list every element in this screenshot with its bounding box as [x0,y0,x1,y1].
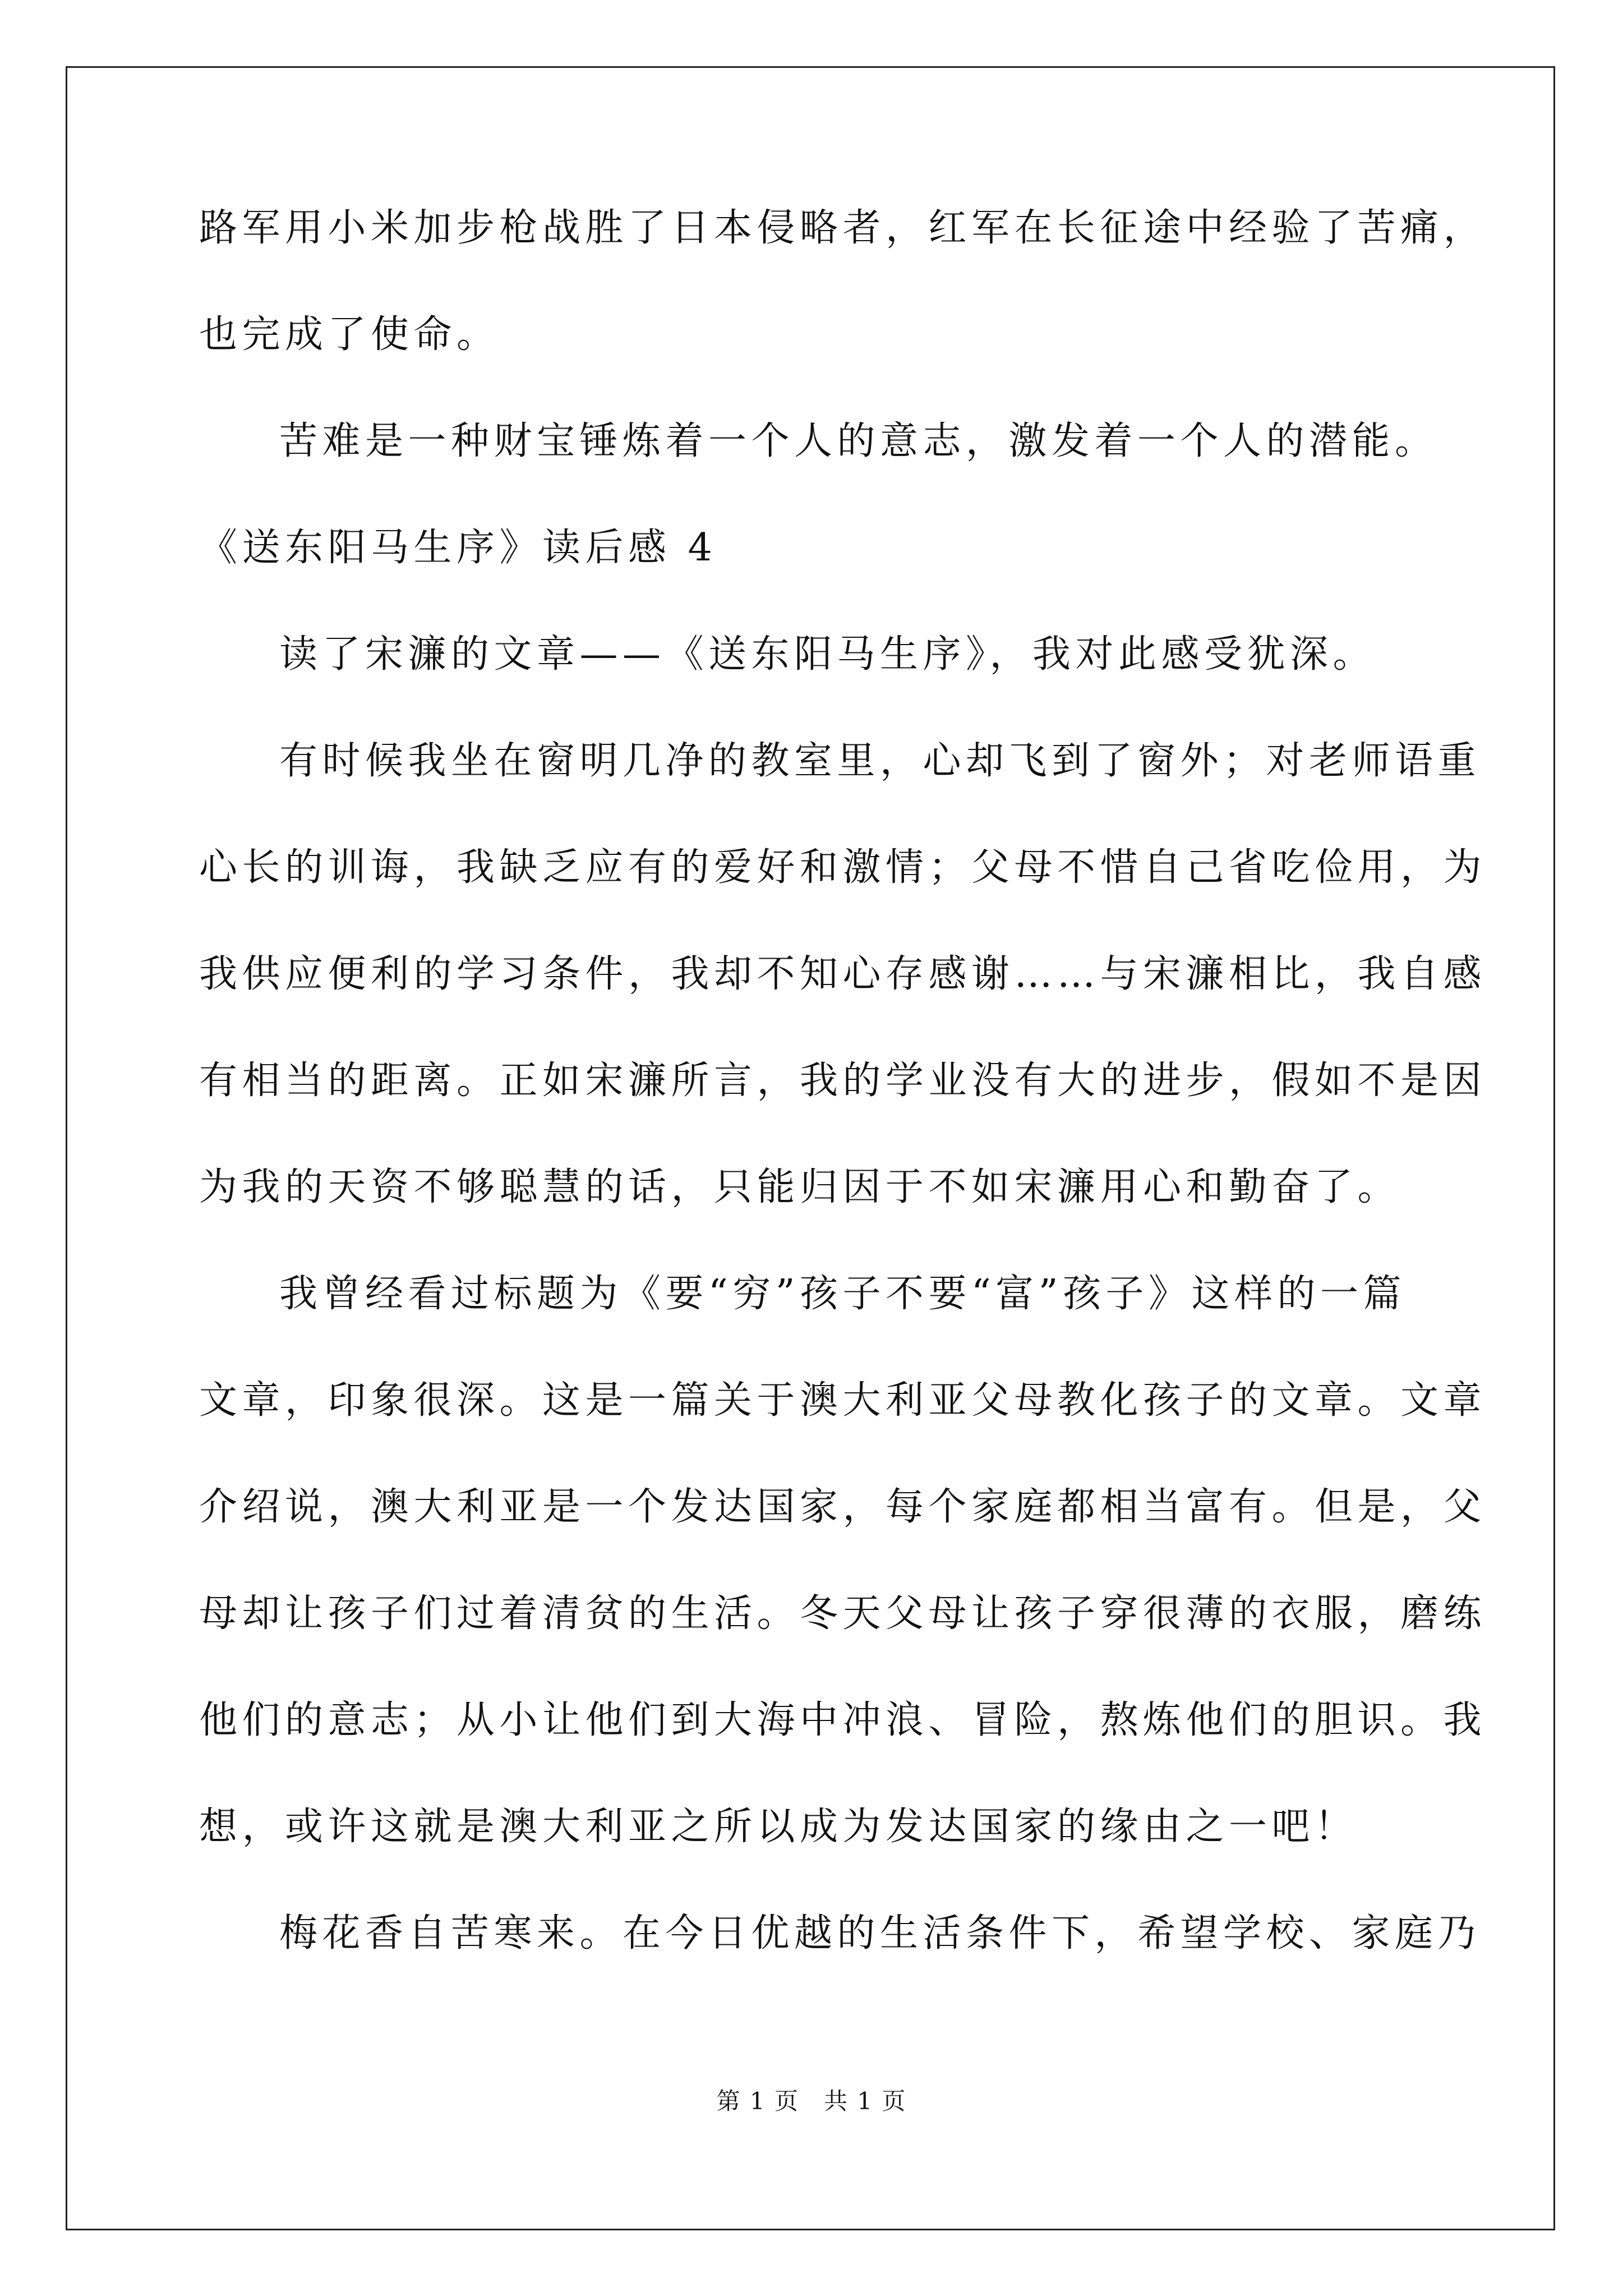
text-line: 想，或许这就是澳大利亚之所以成为发达国家的缘由之一吧！ [199,1805,1358,1849]
text-line: 他们的意志；从小让他们到大海中冲浪、冒险，熬炼他们的胆识。我 [199,1698,1487,1742]
text-line: 有相当的距离。正如宋濂所言，我的学业没有大的进步，假如不是因 [199,1059,1487,1103]
text-line: 心长的训诲，我缺乏应有的爱好和激情；父母不惜自己省吃俭用，为 [199,845,1487,890]
text-line: 路军用小米加步枪战胜了日本侵略者，红军在长征途中经验了苦痛， [199,206,1487,250]
section-heading: 《送东阳马生序》读后感 4 [199,526,717,570]
paragraph-first-line: 梅花香自苦寒来。在今日优越的生活条件下，希望学校、家庭乃 [279,1911,1481,1955]
text-line: 也完成了使命。 [199,312,500,357]
paragraph-first-line: 苦难是一种财宝锤炼着一个人的意志，激发着一个人的潜能。 [279,419,1438,463]
text-line: 我供应便利的学习条件，我却不知心存感谢……与宋濂相比，我自感 [199,952,1487,996]
text-line: 为我的天资不够聪慧的话，只能归因于不如宋濂用心和勤奋了。 [199,1165,1401,1209]
paragraph-first-line: 有时候我坐在窗明几净的教室里，心却飞到了窗外；对老师语重 [279,739,1481,783]
text-line: 母却让孩子们过着清贫的生活。冬天父母让孩子穿很薄的衣服，磨练 [199,1591,1487,1636]
paragraph-first-line: 我曾经看过标题为《要“穷”孩子不要“富”孩子》这样的一篇 [279,1272,1407,1316]
paragraph-first-line: 读了宋濂的文章——《送东阳马生序》，我对此感受犹深。 [279,632,1376,677]
text-line: 文章，印象很深。这是一篇关于澳大利亚父母教化孩子的文章。文章 [199,1378,1487,1423]
page-number-footer: 第 1 页 共 1 页 [716,2087,907,2115]
text-line: 介绍说，澳大利亚是一个发达国家，每个家庭都相当富有。但是，父 [199,1485,1487,1529]
